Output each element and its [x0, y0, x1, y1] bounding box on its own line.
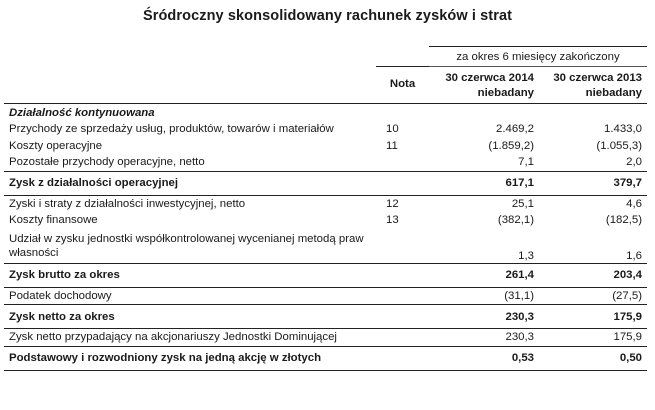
income-statement-table	[4, 46, 647, 371]
col-2014-header: 30 czerwca 2014 niebadany	[429, 67, 539, 104]
total-row: Zysk brutto za okres 261,4 203,4	[4, 263, 647, 287]
table-row: Zyski i straty z działalności inwestycyjnej, netto 12 25,1 4,6	[4, 195, 647, 212]
section-header: Działalność kontynuowana	[4, 104, 647, 122]
table-row: Zysk netto przypadający na akcjonariuszy Jednostki Dominującej 230,3 175,9	[4, 329, 647, 347]
page-title: Śródroczny skonsolidowany rachunek zysków i strat	[142, 8, 513, 24]
table-row: Pozostałe przychody operacyjne, netto 7,1 2,0	[9, 156, 642, 169]
table-row: Koszty finansowe 13 (382,1) (182,5)	[9, 214, 642, 227]
table-row: Przychody ze sprzedaży usług, produktów, towarów i materiałów 10 2.469,2 1.433,0	[9, 123, 642, 136]
total-row: Zysk netto za okres 230,3 175,9	[4, 305, 647, 329]
header-period-row	[4, 47, 647, 67]
table-row: Koszty operacyjne 11 (1.859,2) (1.055,3)	[9, 139, 642, 152]
col-2013-header: 30 czerwca 2013 niebadany	[539, 67, 647, 104]
total-row: Podstawowy i rozwodniony zysk na jedną akcję w złotych 0,53 0,50	[4, 346, 647, 370]
nota-header: Nota	[376, 67, 429, 104]
table-row: Podatek dochodowy (31,1) (27,5)	[4, 287, 647, 305]
table-row: Udział w zysku jednostki współkontrolowanej wycenianej metodą praw własności 1,3 1,6	[9, 232, 642, 262]
period-header: za okres 6 miesięcy zakończony	[429, 47, 647, 67]
header-columns-row	[4, 67, 647, 104]
total-row: Zysk z działalności operacyjnej 617,1 379,7	[4, 171, 647, 195]
